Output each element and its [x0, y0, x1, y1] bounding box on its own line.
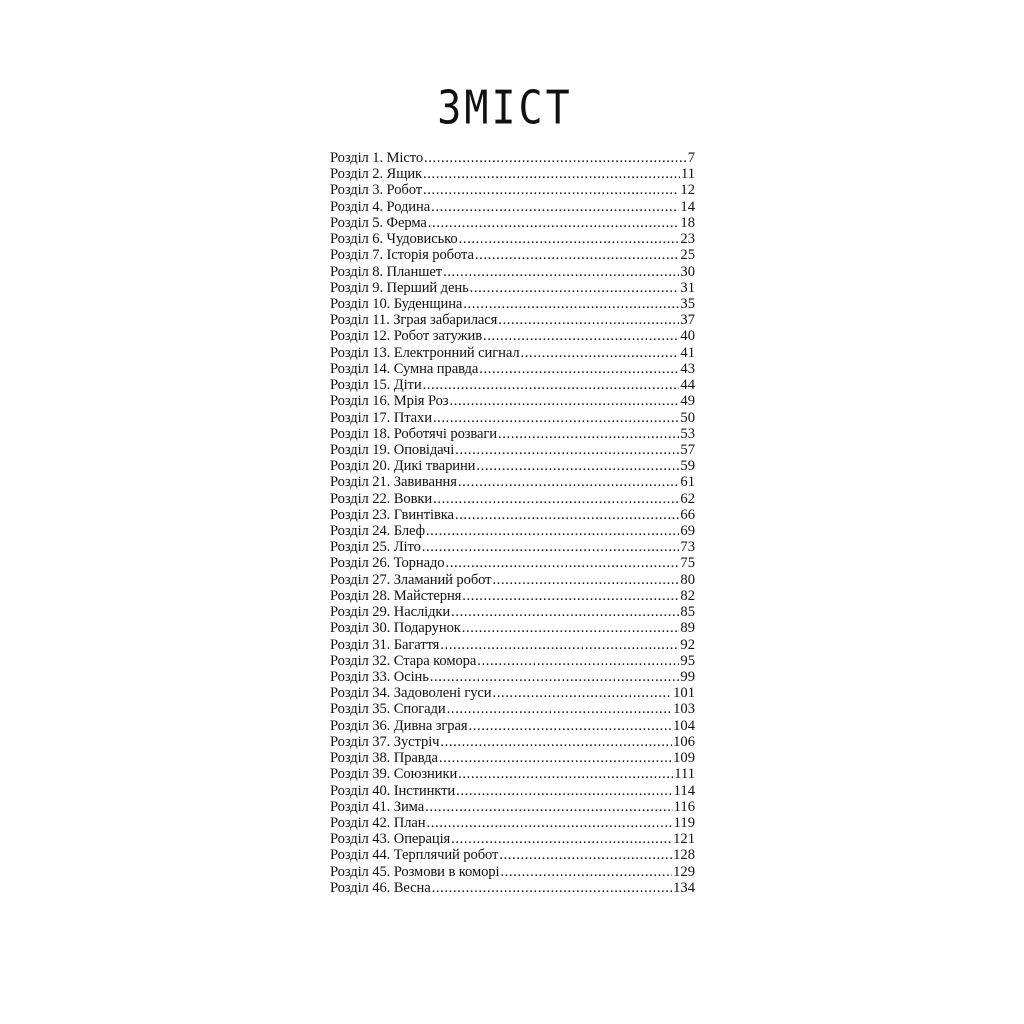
toc-entry	[330, 182, 695, 198]
toc-entry-page: 11	[680, 166, 695, 183]
toc-entry-page: 95	[680, 652, 695, 669]
dot-leader	[424, 150, 687, 166]
toc-entry-title: Розділ 8. Планшет	[330, 263, 443, 280]
toc-entry	[330, 426, 695, 442]
toc-entry	[330, 637, 695, 653]
toc-entry	[330, 620, 695, 636]
dot-leader	[449, 393, 679, 409]
toc-entry-page: 109	[673, 750, 695, 767]
toc-entry-page: 23	[680, 231, 695, 248]
toc-entry-page: 128	[673, 847, 695, 864]
dot-leader	[483, 328, 679, 344]
toc-entry-page: 92	[680, 636, 695, 653]
toc-entry	[330, 345, 695, 361]
toc-entry	[330, 539, 695, 555]
dot-leader	[463, 296, 679, 312]
dot-leader	[430, 669, 680, 685]
toc-entry	[330, 377, 695, 393]
dot-leader	[500, 864, 672, 880]
toc-entry-title: Розділ 23. Гвинтівка	[330, 506, 454, 523]
toc-entry-page: 59	[680, 458, 695, 475]
toc-entry-page: 119	[673, 814, 695, 831]
toc-entry	[330, 199, 695, 215]
toc-entry-title: Розділ 46. Весна	[330, 879, 431, 896]
toc-entry	[330, 669, 695, 685]
toc-entry-page: 89	[680, 620, 695, 637]
dot-leader	[451, 604, 679, 620]
page-title: ЗМІСТ	[437, 82, 573, 135]
toc-entry-title: Розділ 45. Розмови в коморі	[330, 863, 500, 880]
dot-leader	[431, 199, 679, 215]
dot-leader	[455, 442, 679, 458]
toc-entry-page: 134	[673, 879, 695, 896]
toc-entry-title: Розділ 28. Майстерня	[330, 587, 462, 604]
toc-entry-page: 7	[687, 150, 695, 166]
toc-entry-page: 61	[680, 474, 695, 491]
dot-leader	[475, 247, 680, 263]
toc-entry	[330, 280, 695, 296]
toc-entry	[330, 783, 695, 799]
dot-leader	[493, 685, 673, 701]
toc-entry-title: Розділ 10. Буденщина	[330, 295, 463, 312]
toc-entry	[330, 247, 695, 263]
dot-leader	[459, 231, 680, 247]
dot-leader	[445, 555, 679, 571]
toc-entry	[330, 328, 695, 344]
dot-leader	[492, 572, 679, 588]
toc-entry-title: Розділ 27. Зламаний робот	[330, 571, 492, 588]
toc-entry-page: 85	[680, 604, 695, 621]
toc-entry-title: Розділ 13. Електронний сигнал	[330, 344, 520, 361]
toc-entry-page: 12	[680, 182, 695, 199]
toc-entry-title: Розділ 14. Сумна правда	[330, 360, 479, 377]
toc-entry	[330, 750, 695, 766]
toc-entry-title: Розділ 20. Дикі тварини	[330, 458, 476, 475]
toc-entry	[330, 799, 695, 815]
toc-entry-page: 106	[673, 733, 695, 750]
toc-entry-page: 80	[680, 571, 695, 588]
toc-entry	[330, 604, 695, 620]
dot-leader	[428, 215, 680, 231]
toc-entry-page: 116	[673, 798, 695, 815]
toc-entry-page: 49	[680, 393, 695, 410]
toc-entry	[330, 588, 695, 604]
toc-entry	[330, 296, 695, 312]
dot-leader	[439, 750, 672, 766]
dot-leader	[468, 718, 672, 734]
dot-leader	[476, 458, 679, 474]
toc-entry-page: 25	[680, 247, 695, 264]
toc-entry	[330, 491, 695, 507]
toc-entry	[330, 410, 695, 426]
toc-entry-title: Розділ 26. Торнадо	[330, 555, 445, 572]
toc-entry-page: 129	[673, 863, 695, 880]
toc-entry	[330, 653, 695, 669]
toc-entry	[330, 264, 695, 280]
dot-leader	[458, 766, 673, 782]
toc-entry-title: Розділ 34. Задоволені гуси	[330, 685, 492, 702]
toc-entry-title: Розділ 42. План	[330, 814, 426, 831]
toc-entry-page: 30	[680, 263, 695, 280]
toc-entry-title: Розділ 17. Птахи	[330, 409, 432, 426]
dot-leader	[443, 264, 679, 280]
toc-entry-page: 101	[673, 685, 695, 702]
dot-leader	[470, 280, 680, 296]
toc-entry	[330, 231, 695, 247]
toc-entry	[330, 880, 695, 896]
dot-leader	[462, 588, 679, 604]
toc-entry	[330, 474, 695, 490]
toc-entry-title: Розділ 39. Союзники	[330, 766, 458, 783]
toc-entry-page: 43	[680, 360, 695, 377]
toc-entry-title: Розділ 3. Робот	[330, 182, 423, 199]
toc-entry-title: Розділ 36. Дивна зграя	[330, 717, 468, 734]
toc-entry	[330, 572, 695, 588]
toc-entry	[330, 555, 695, 571]
toc-entry	[330, 718, 695, 734]
toc-entry-page: 121	[673, 831, 695, 848]
toc-entry-page: 103	[673, 701, 695, 718]
dot-leader	[433, 491, 679, 507]
toc-entry-title: Розділ 15. Діти	[330, 377, 422, 394]
toc-entry-title: Розділ 22. Вовки	[330, 490, 433, 507]
toc-entry-page: 82	[680, 587, 695, 604]
toc-entry	[330, 361, 695, 377]
dot-leader	[432, 880, 673, 896]
toc-entry-title: Розділ 37. Зустріч	[330, 733, 440, 750]
toc-entry	[330, 685, 695, 701]
table-of-contents	[330, 150, 695, 896]
toc-entry	[330, 815, 695, 831]
dot-leader	[499, 847, 672, 863]
toc-entry-page: 14	[680, 198, 695, 215]
toc-entry	[330, 734, 695, 750]
dot-leader	[498, 426, 679, 442]
toc-entry	[330, 215, 695, 231]
toc-entry-page: 40	[680, 328, 695, 345]
toc-entry-title: Розділ 19. Оповідачі	[330, 441, 455, 458]
dot-leader	[462, 620, 680, 636]
toc-entry-page: 73	[680, 539, 695, 556]
dot-leader	[447, 701, 673, 717]
toc-entry-title: Розділ 43. Операція	[330, 831, 451, 848]
toc-entry-page: 111	[674, 766, 695, 783]
toc-entry	[330, 766, 695, 782]
toc-entry	[330, 458, 695, 474]
toc-entry-title: Розділ 38. Правда	[330, 750, 438, 767]
toc-entry	[330, 701, 695, 717]
toc-entry	[330, 523, 695, 539]
toc-entry-page: 37	[680, 312, 695, 329]
dot-leader	[426, 523, 679, 539]
toc-entry-title: Розділ 33. Осінь	[330, 669, 429, 685]
toc-entry-title: Розділ 41. Зима	[330, 798, 425, 815]
toc-entry	[330, 507, 695, 523]
toc-entry-title: Розділ 12. Робот затужив	[330, 328, 482, 345]
toc-entry-page: 57	[680, 441, 695, 458]
toc-entry-page: 53	[680, 425, 695, 442]
toc-entry-page: 44	[680, 377, 695, 394]
toc-entry	[330, 831, 695, 847]
toc-entry-title: Розділ 11. Зграя забарилася	[330, 312, 498, 329]
toc-entry	[330, 150, 695, 166]
toc-entry-page: 99	[680, 669, 695, 685]
dot-leader	[456, 783, 673, 799]
dot-leader	[498, 312, 679, 328]
toc-entry-page: 62	[680, 490, 695, 507]
toc-entry-title: Розділ 18. Роботячі розваги	[330, 425, 498, 442]
dot-leader	[426, 815, 672, 831]
toc-entry-title: Розділ 29. Наслідки	[330, 604, 451, 621]
toc-entry-page: 66	[680, 506, 695, 523]
toc-entry-title: Розділ 31. Багаття	[330, 636, 440, 653]
toc-entry-page: 75	[680, 555, 695, 572]
toc-entry-page: 69	[680, 523, 695, 540]
dot-leader	[440, 637, 679, 653]
toc-entry-title: Розділ 2. Ящик	[330, 166, 423, 183]
toc-entry-title: Розділ 5. Ферма	[330, 214, 427, 231]
toc-entry-title: Розділ 30. Подарунок	[330, 620, 461, 637]
toc-entry-title: Розділ 4. Родина	[330, 198, 431, 215]
toc-entry	[330, 312, 695, 328]
toc-entry-title: Розділ 21. Завивання	[330, 474, 457, 491]
toc-entry	[330, 442, 695, 458]
toc-entry	[330, 393, 695, 409]
dot-leader	[422, 539, 680, 555]
dot-leader	[455, 507, 679, 523]
toc-entry-page: 41	[680, 344, 695, 361]
dot-leader	[440, 734, 672, 750]
toc-entry	[330, 166, 695, 182]
toc-entry-title: Розділ 16. Мрія Роз	[330, 393, 449, 410]
toc-entry-title: Розділ 7. Історія робота	[330, 247, 474, 264]
dot-leader	[433, 410, 679, 426]
toc-entry-title: Розділ 44. Терплячий робот	[330, 847, 499, 864]
toc-entry-page: 18	[680, 214, 695, 231]
dot-leader	[425, 799, 673, 815]
dot-leader	[423, 182, 679, 198]
toc-entry-page: 50	[680, 409, 695, 426]
toc-entry-title: Розділ 24. Блеф	[330, 523, 425, 540]
dot-leader	[458, 474, 680, 490]
toc-entry-title: Розділ 25. Літо	[330, 539, 421, 556]
dot-leader	[423, 377, 680, 393]
dot-leader	[479, 361, 679, 377]
toc-entry-title: Розділ 6. Чудовисько	[330, 231, 458, 248]
toc-entry-title: Розділ 40. Інстинкти	[330, 782, 456, 799]
dot-leader	[521, 345, 680, 361]
toc-entry-title: Розділ 9. Перший день	[330, 279, 469, 296]
toc-entry-title: Розділ 32. Стара комора	[330, 652, 477, 669]
toc-entry	[330, 847, 695, 863]
toc-entry-page: 35	[680, 295, 695, 312]
toc-entry-page: 104	[673, 717, 695, 734]
dot-leader	[423, 166, 680, 182]
dot-leader	[477, 653, 679, 669]
toc-entry-title: Розділ 35. Спогади	[330, 701, 446, 718]
toc-entry-page: 31	[680, 279, 695, 296]
toc-entry-title: Розділ 1. Місто	[330, 150, 424, 166]
toc-entry-page: 114	[673, 782, 695, 799]
toc-entry	[330, 864, 695, 880]
dot-leader	[451, 831, 672, 847]
